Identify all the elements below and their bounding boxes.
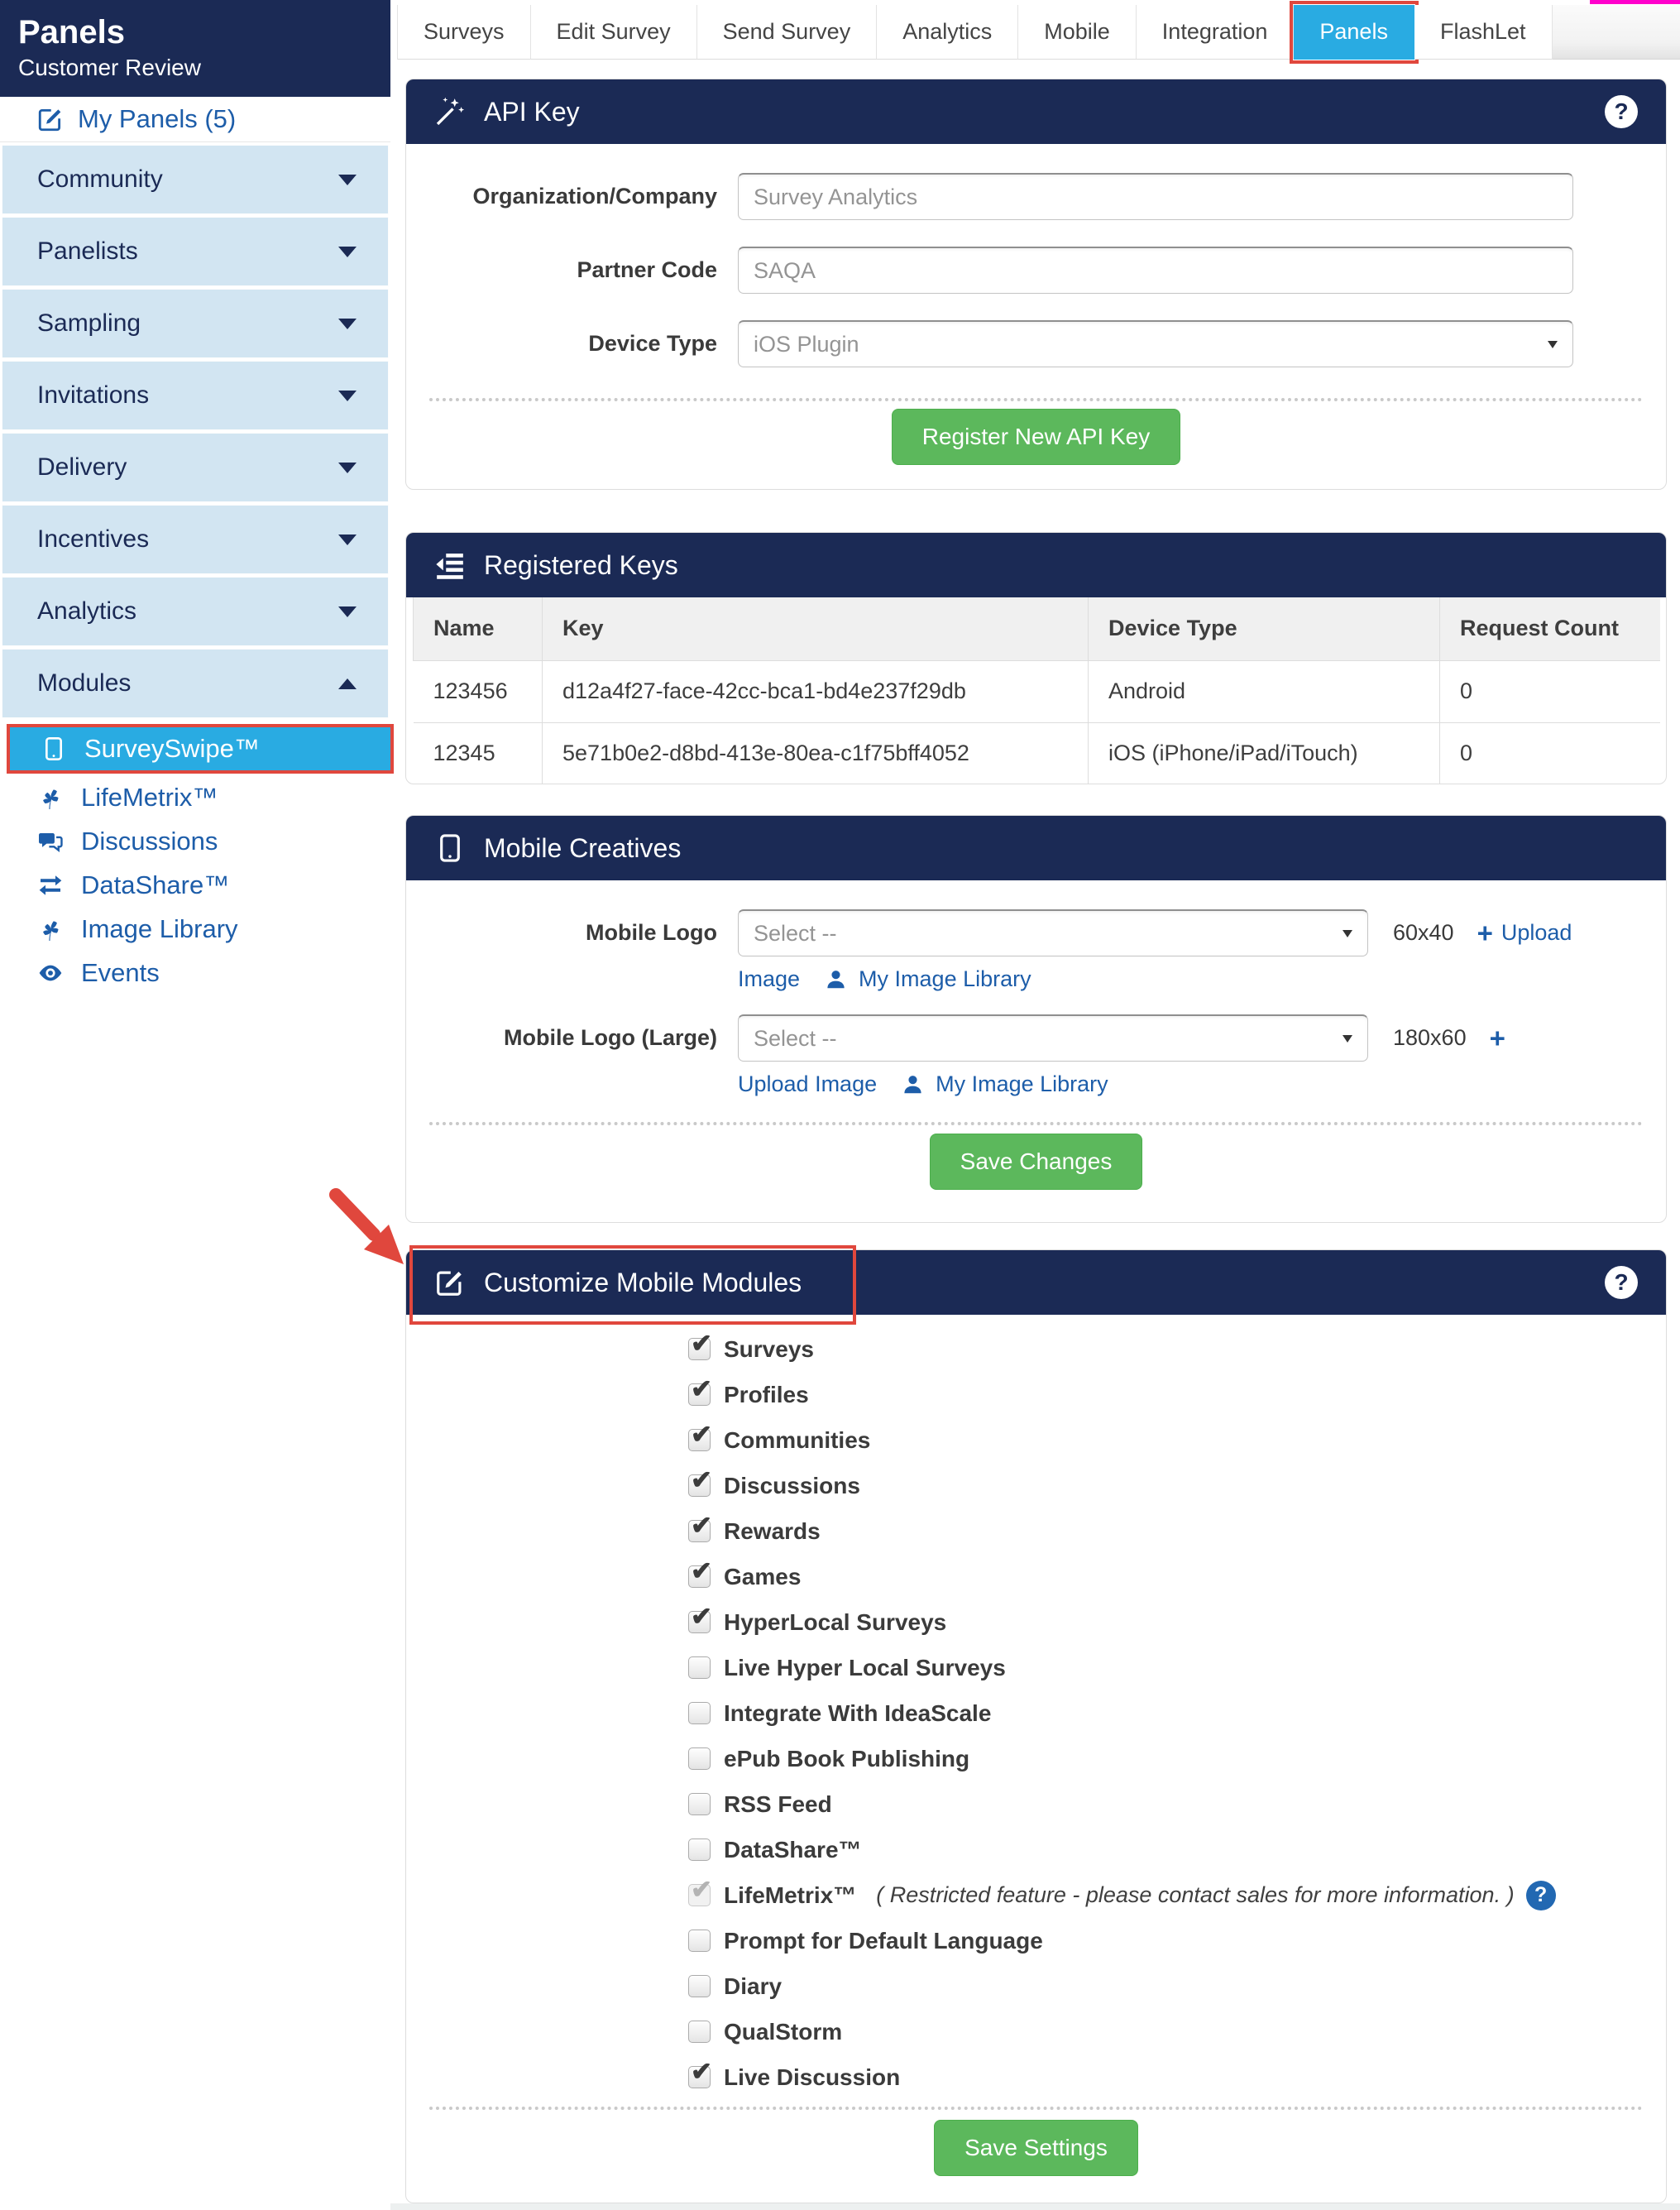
nav-tab[interactable] — [877, 5, 1018, 60]
checkbox[interactable] — [688, 1975, 711, 1997]
module-toggle-list — [406, 1315, 1666, 2100]
restricted-note: ( Restricted feature - please contact sales for more information. ) — [876, 1882, 1515, 1907]
nav-tab[interactable] — [398, 5, 531, 60]
sidebar-section-item[interactable] — [2, 577, 389, 646]
table-body — [414, 660, 1660, 784]
sidebar-item-label: Events — [81, 957, 160, 987]
sidebar — [0, 0, 390, 2210]
module-toggle-row — [688, 1508, 1666, 1554]
customize-modules-card — [405, 1249, 1667, 2203]
nav-tab[interactable] — [1018, 5, 1137, 60]
mobile-logo-select-value: Select -- — [754, 920, 837, 946]
sidebar-section-label: Panelists — [37, 237, 138, 265]
mobile-logo-large-select-value: Select -- — [754, 1025, 837, 1051]
checkbox-label: ePub Book Publishing — [724, 1745, 970, 1771]
module-toggle-row — [688, 1736, 1666, 1781]
save-changes-button[interactable]: Save Changes — [930, 1134, 1143, 1190]
sidebar-section-modules[interactable] — [2, 649, 389, 718]
my-image-library-link[interactable]: My Image Library — [859, 966, 1031, 991]
sidebar-section-label: Sampling — [37, 309, 141, 337]
module-toggle-row — [688, 1690, 1666, 1736]
logo-large-links-row — [738, 1068, 1666, 1100]
mobile-logo-large-select[interactable] — [738, 1014, 1368, 1062]
module-toggle-row — [688, 1326, 1666, 1372]
api-key-body — [406, 144, 1666, 465]
module-toggle-row — [688, 2054, 1666, 2100]
table-row — [414, 660, 1660, 722]
divider — [429, 2107, 1643, 2110]
sidebar-section-item[interactable] — [2, 145, 389, 214]
select-caret-icon — [1548, 341, 1558, 348]
modules-submenu — [0, 721, 390, 995]
sidebar-item-label: SurveySwipe™ — [84, 734, 260, 763]
screenshot-artifact-line — [1590, 0, 1680, 4]
module-toggle-row — [688, 1872, 1666, 1918]
checkbox-label: Profiles — [724, 1381, 809, 1407]
sidebar-accordion — [0, 142, 390, 646]
customize-modules-header — [406, 1250, 1666, 1315]
checkbox-label: DataShare™ — [724, 1836, 862, 1862]
cell-name: 123456 — [414, 660, 543, 722]
module-toggle-row — [688, 2009, 1666, 2054]
cell-request-count: 0 — [1440, 660, 1660, 722]
module-toggle-row — [688, 1463, 1666, 1508]
chevron-down-icon — [338, 391, 357, 401]
checkbox[interactable] — [688, 1565, 711, 1588]
table-column-header: Name — [414, 597, 543, 660]
divider — [429, 1122, 1643, 1125]
sidebar-section-item[interactable] — [2, 505, 389, 574]
sidebar-section-item[interactable] — [2, 217, 389, 286]
sidebar-item-lifemetrix[interactable] — [0, 775, 390, 819]
upload-link[interactable]: Upload — [1501, 920, 1572, 945]
checkbox-label: QualStorm — [724, 2018, 843, 2045]
sidebar-item-events[interactable] — [0, 951, 390, 995]
chevron-down-icon — [338, 463, 357, 473]
sidebar-section-label: Delivery — [37, 453, 127, 481]
cell-name: 12345 — [414, 722, 543, 784]
nav-tab-label: FlashLet — [1439, 19, 1526, 44]
sidebar-item-label: Image Library — [81, 913, 238, 943]
pagelines-icon — [36, 915, 65, 943]
partner-code-label: Partner Code — [577, 257, 717, 282]
mobile-creatives-body — [406, 880, 1666, 1190]
sidebar-section-item[interactable] — [2, 361, 389, 430]
module-toggle-row — [688, 1554, 1666, 1599]
mobile-creatives-header — [406, 816, 1666, 880]
section-title: Customize Mobile Modules — [484, 1267, 802, 1297]
comments-icon — [36, 827, 65, 856]
chevron-down-icon — [338, 247, 357, 257]
sidebar-section-label: Incentives — [37, 525, 150, 553]
plus-icon[interactable]: + — [1489, 1022, 1505, 1053]
checkbox-label: Prompt for Default Language — [724, 1927, 1043, 1954]
checkbox[interactable] — [688, 1838, 711, 1861]
sidebar-item-label: DataShare™ — [81, 870, 230, 899]
eye-icon — [36, 959, 65, 987]
user-icon — [825, 968, 847, 990]
registered-keys-header — [406, 533, 1666, 597]
checkbox[interactable] — [688, 1429, 711, 1451]
sidebar-item-label: Discussions — [81, 826, 218, 856]
sidebar-item-discussions[interactable] — [0, 819, 390, 863]
exchange-icon — [36, 871, 65, 899]
sidebar-item-image-library[interactable] — [0, 907, 390, 951]
tablet-icon — [40, 735, 68, 763]
nav-tab[interactable] — [531, 5, 697, 60]
tablet-icon — [434, 832, 466, 864]
nav-tab[interactable] — [697, 5, 878, 60]
mobile-logo-large-label: Mobile Logo (Large) — [504, 1025, 717, 1050]
checkbox-label: Games — [724, 1563, 802, 1589]
checkbox[interactable] — [688, 1930, 711, 1952]
registered-keys-card — [405, 532, 1667, 784]
my-panels-link[interactable] — [0, 97, 390, 142]
nav-tab[interactable] — [1414, 5, 1553, 60]
page-title: Panels — [18, 14, 125, 50]
sidebar-item-label: LifeMetrix™ — [81, 782, 218, 812]
plus-icon[interactable]: + — [1477, 917, 1493, 948]
list-indent-icon — [434, 549, 466, 581]
module-toggle-row — [688, 1417, 1666, 1463]
checkbox[interactable] — [688, 2066, 711, 2088]
save-settings-button[interactable]: Save Settings — [934, 2120, 1138, 2176]
sidebar-item-datashare[interactable] — [0, 863, 390, 907]
logo-links-row — [738, 963, 1666, 995]
mobile-creatives-card — [405, 815, 1667, 1223]
checkbox-label: Rewards — [724, 1517, 821, 1544]
sidebar-item-surveyswipe[interactable] — [7, 724, 394, 774]
cell-device-type: Android — [1089, 660, 1440, 722]
nav-tab-label: Mobile — [1044, 19, 1110, 44]
my-image-library-link[interactable]: My Image Library — [936, 1071, 1108, 1096]
checkbox-label: Integrate With IdeaScale — [724, 1699, 992, 1726]
cell-key: d12a4f27-face-42cc-bca1-bd4e237f29db — [543, 660, 1089, 722]
sidebar-section-item[interactable] — [2, 289, 389, 358]
page-bottom-edge — [390, 2203, 1680, 2210]
checkbox[interactable] — [688, 1611, 711, 1633]
section-title: Mobile Creatives — [484, 832, 682, 863]
partner-code-input[interactable] — [738, 247, 1573, 294]
sidebar-modules-wrap — [0, 649, 390, 718]
sidebar-section-label: Community — [37, 165, 163, 193]
nav-tab-label: Panels — [1319, 19, 1388, 44]
mobile-logo-large-row — [406, 1014, 1666, 1062]
my-panels-label: My Panels (5) — [78, 104, 237, 133]
edit-icon — [36, 105, 65, 133]
org-label: Organization/Company — [472, 184, 717, 209]
module-toggle-row — [688, 1645, 1666, 1690]
cell-request-count: 0 — [1440, 722, 1660, 784]
pagelines-icon — [36, 784, 65, 812]
nav-tabs — [397, 5, 1553, 60]
table-column-header: Device Type — [1089, 597, 1440, 660]
module-toggle-row — [688, 1781, 1666, 1827]
chevron-down-icon — [338, 535, 357, 545]
help-icon[interactable]: ? — [1605, 95, 1638, 128]
top-navigation — [397, 5, 1680, 60]
checkbox[interactable] — [688, 1656, 711, 1679]
mobile-logo-label: Mobile Logo — [586, 920, 717, 945]
device-type-value: iOS Plugin — [754, 331, 859, 357]
select-caret-icon — [1343, 930, 1352, 937]
sidebar-section-label: Analytics — [37, 597, 137, 625]
module-toggle-row — [688, 1372, 1666, 1417]
section-title: Registered Keys — [484, 549, 678, 580]
checkbox[interactable] — [688, 2021, 711, 2043]
sidebar-section-label: Modules — [37, 669, 132, 697]
sidebar-section-label: Invitations — [37, 381, 150, 409]
checkbox-label: Diary — [724, 1973, 783, 1999]
checkbox-label: Discussions — [724, 1472, 860, 1498]
device-type-row — [406, 320, 1666, 367]
checkbox-label: RSS Feed — [724, 1791, 832, 1817]
module-toggle-row — [688, 1918, 1666, 1963]
register-api-key-button[interactable]: Register New API Key — [892, 409, 1180, 465]
api-key-header — [406, 79, 1666, 144]
checkbox[interactable] — [688, 1702, 711, 1724]
mobile-logo-row — [406, 909, 1666, 956]
partner-code-value: SAQA — [754, 257, 816, 283]
nav-tab[interactable] — [1137, 5, 1295, 60]
device-type-label: Device Type — [588, 331, 717, 356]
sidebar-section-item[interactable] — [2, 433, 389, 502]
help-icon[interactable]: ? — [1526, 1881, 1556, 1910]
checkbox-label: Surveys — [724, 1335, 814, 1362]
upload-link-wrapped[interactable]: Image — [738, 966, 801, 991]
module-toggle-row — [688, 1599, 1666, 1645]
checkbox-label: Communities — [724, 1426, 871, 1453]
select-caret-icon — [1343, 1035, 1352, 1043]
checkbox-label: Live Hyper Local Surveys — [724, 1654, 1006, 1680]
nav-tab[interactable] — [1294, 5, 1414, 60]
api-key-card — [405, 79, 1667, 490]
checkbox-label: HyperLocal Surveys — [724, 1608, 947, 1635]
checkbox[interactable] — [688, 1338, 711, 1360]
org-input[interactable] — [738, 173, 1573, 220]
chevron-down-icon — [338, 319, 357, 329]
partner-code-row — [406, 247, 1666, 294]
cell-device-type: iOS (iPhone/iPad/iTouch) — [1089, 722, 1440, 784]
magic-wand-icon — [434, 96, 466, 127]
checkbox-label: Live Discussion — [724, 2064, 901, 2090]
registered-keys-table — [413, 597, 1660, 784]
help-icon[interactable]: ? — [1605, 1266, 1638, 1299]
org-value: Survey Analytics — [754, 184, 918, 209]
checkbox[interactable] — [688, 1474, 711, 1497]
panel-subtitle: Customer Review — [18, 55, 201, 80]
nav-tab-label: Integration — [1161, 19, 1268, 44]
module-toggle-row — [688, 1963, 1666, 2009]
user-icon — [902, 1073, 924, 1095]
edit-icon — [434, 1267, 466, 1298]
navbar-filler — [1553, 5, 1680, 60]
logo-large-size-hint: 180x60 — [1393, 1025, 1467, 1050]
checkbox[interactable] — [688, 1383, 711, 1406]
org-row — [406, 173, 1666, 220]
checkbox[interactable] — [688, 1520, 711, 1542]
checkbox[interactable] — [688, 1884, 711, 1906]
device-type-select[interactable] — [738, 320, 1573, 367]
nav-tab-label: Send Survey — [722, 19, 851, 44]
divider — [429, 398, 1643, 401]
upload-image-link[interactable]: Upload Image — [738, 1071, 878, 1096]
logo-size-hint: 60x40 — [1393, 920, 1454, 945]
nav-tab-label: Analytics — [902, 19, 993, 44]
sidebar-header — [0, 0, 390, 97]
chevron-up-icon — [338, 678, 357, 689]
table-row — [414, 722, 1660, 784]
chevron-down-icon — [338, 606, 357, 617]
cell-key: 5e71b0e2-d8bd-413e-80ea-c1f75bff4052 — [543, 722, 1089, 784]
table-column-header: Key — [543, 597, 1089, 660]
module-toggle-row — [688, 1827, 1666, 1872]
checkbox-label: LifeMetrix™ — [724, 1882, 857, 1908]
chevron-down-icon — [338, 175, 357, 185]
checkbox[interactable] — [688, 1747, 711, 1770]
section-title: API Key — [484, 96, 580, 127]
mobile-logo-select[interactable] — [738, 909, 1368, 956]
table-header-row — [414, 597, 1660, 660]
nav-tab-label: Surveys — [424, 19, 505, 44]
table-column-header: Request Count — [1440, 597, 1660, 660]
nav-tab-label: Edit Survey — [556, 19, 671, 44]
checkbox[interactable] — [688, 1793, 711, 1815]
